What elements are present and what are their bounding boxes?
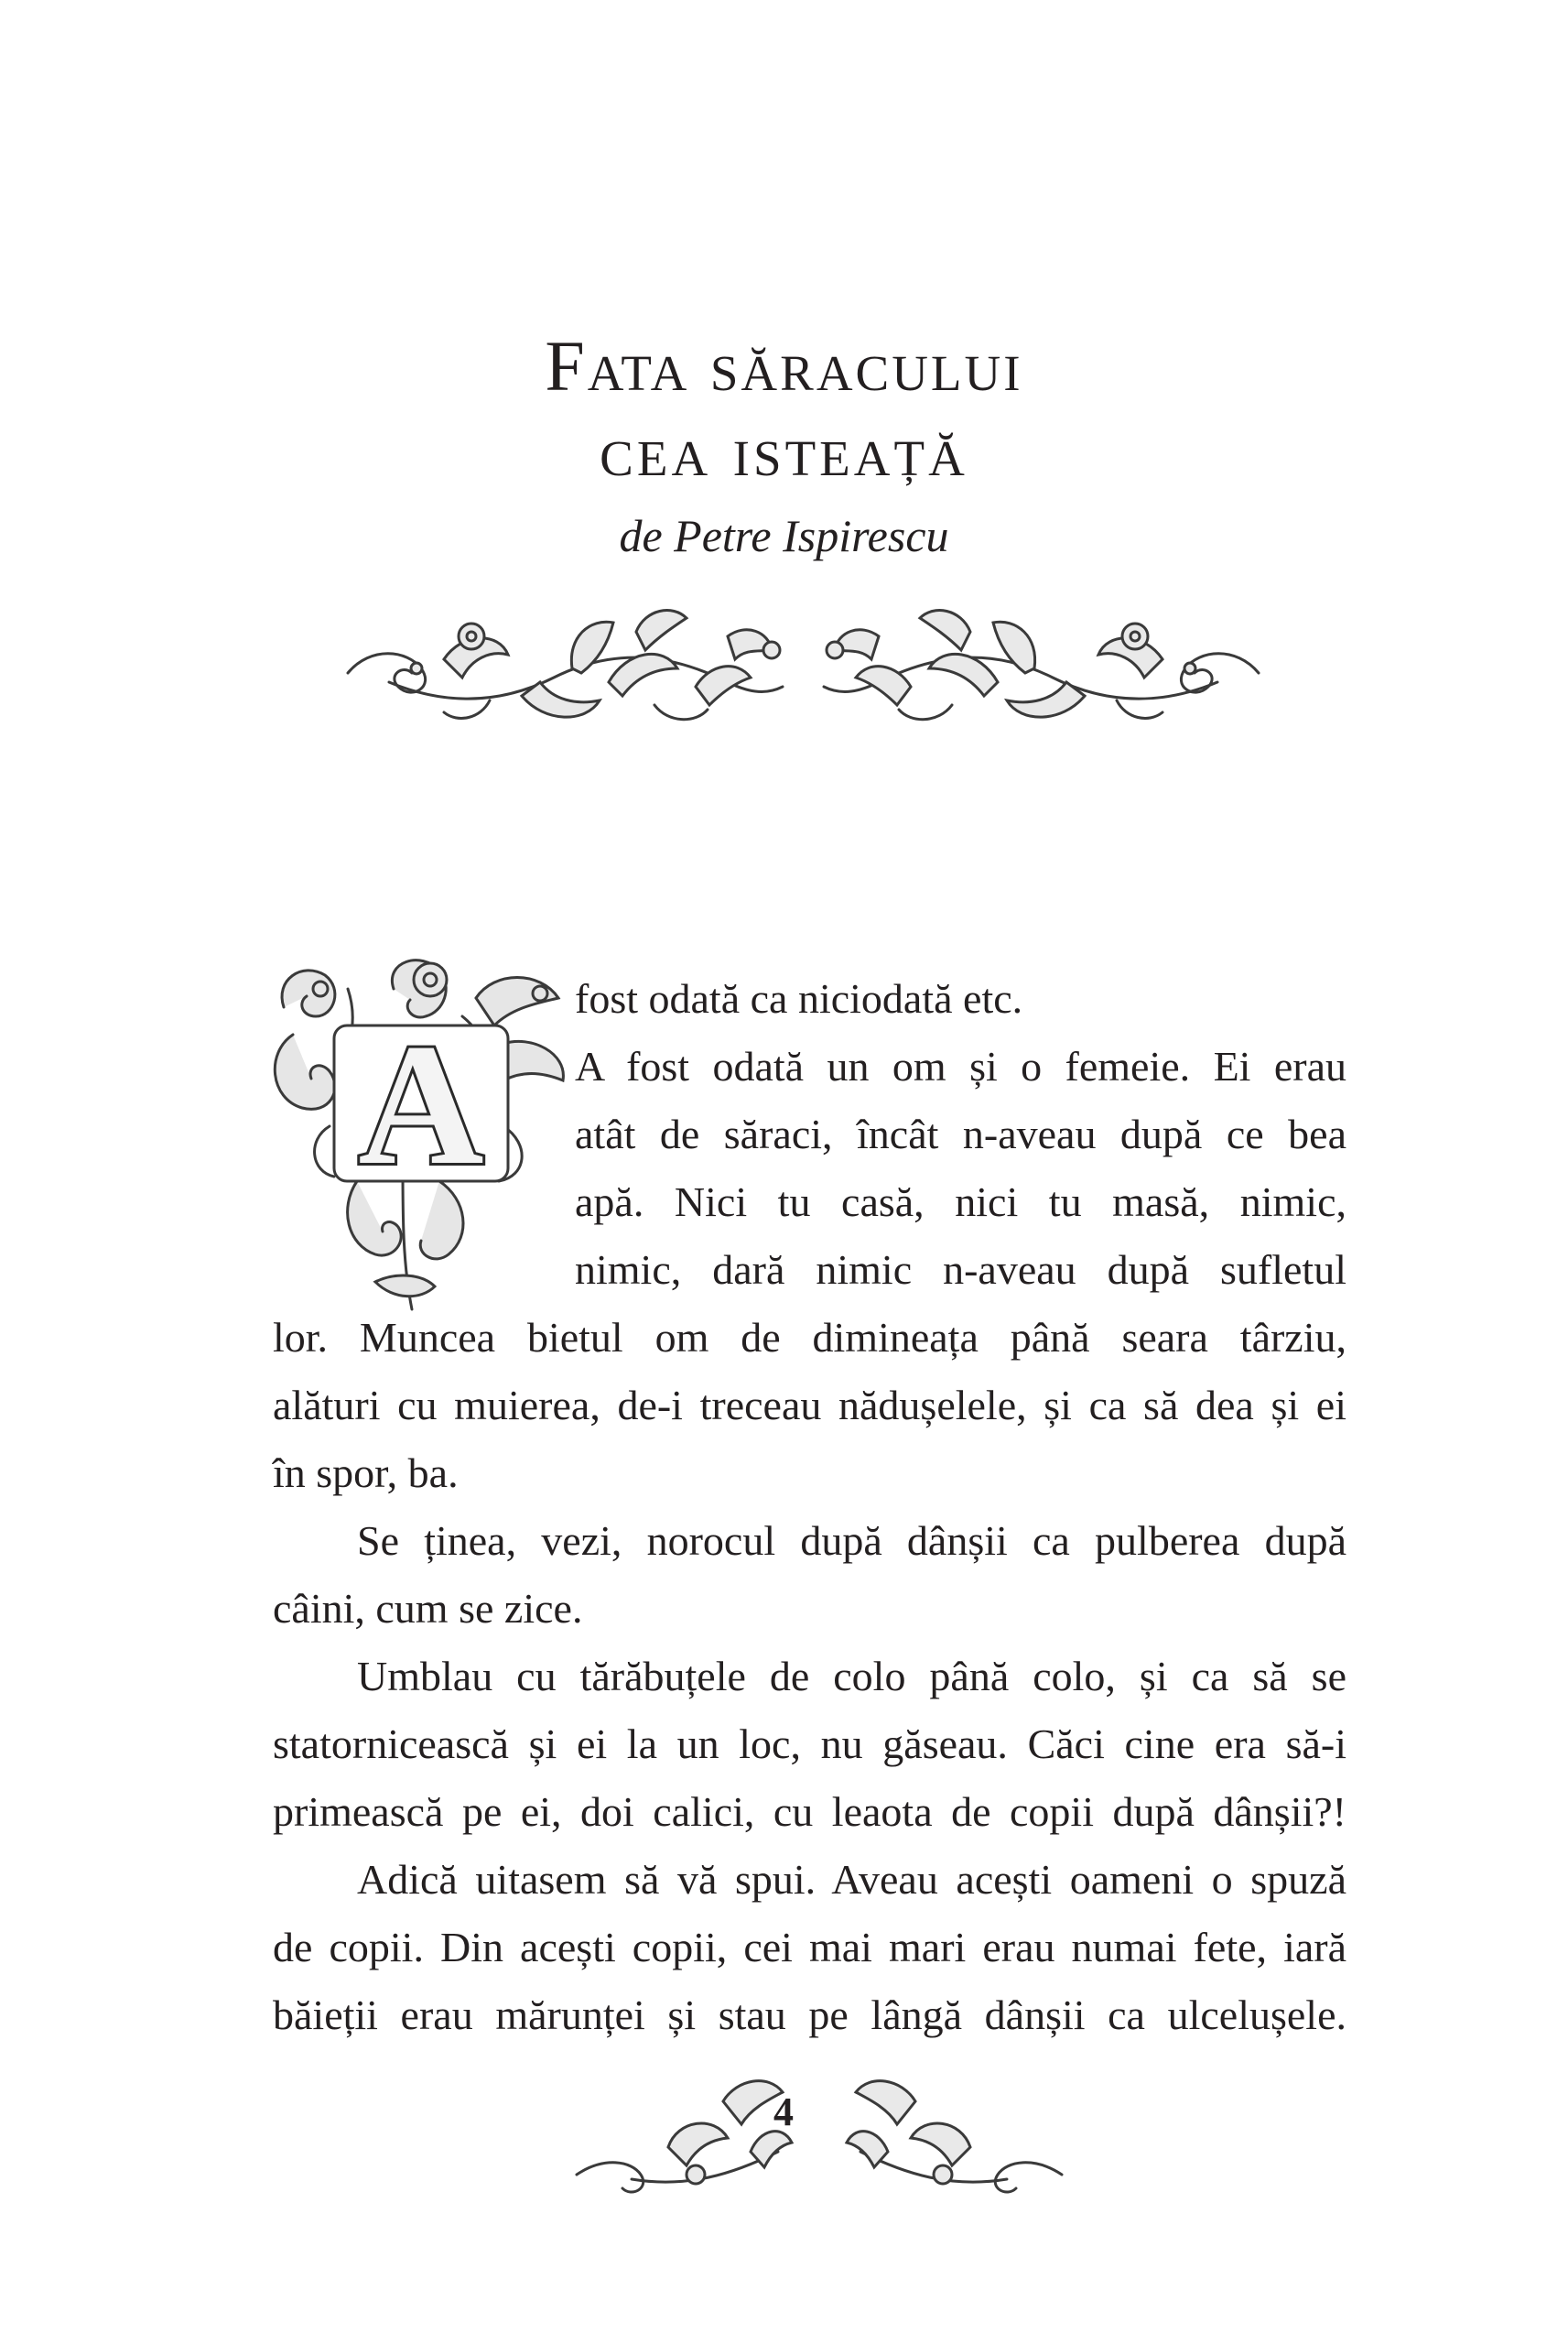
body-line-4: apă. Nici tu casă, nici tu masă, nimic, <box>575 1178 1346 1225</box>
body-line-12: statornicească și ei la un loc, nu găseau. Căci cine era să-i <box>273 1720 1346 1767</box>
decorated-dropcap <box>265 952 577 1318</box>
body-line-16: băieții erau mărunței și stau pe lângă dânșii ca ulcelușele. <box>273 1991 1346 2038</box>
story-author: de Petre Ispirescu <box>619 510 949 561</box>
body-line-14: Adică uitasem să vă spui. Aveau acești oameni o spuză <box>357 1856 1346 1903</box>
body-line-1: fost odată ca niciodată etc. <box>575 975 1023 1022</box>
body-line-10: câini, cum se zice. <box>273 1585 583 1632</box>
story-title-line-1: Fata săracului <box>545 326 1023 406</box>
body-line-7: alături cu muierea, de-i treceau nădușelele, și ca să dea și ei <box>273 1382 1346 1428</box>
body-line-8: în spor, ba. <box>273 1449 459 1496</box>
body-line-6: lor. Muncea bietul om de dimineața până seara târziu, <box>273 1314 1346 1361</box>
floral-ornament-top <box>334 595 1272 732</box>
body-line-9: Se ținea, vezi, norocul după dânșii ca pulberea după <box>357 1517 1346 1564</box>
floral-ornament-bottom <box>568 2065 1071 2202</box>
body-line-5: nimic, dară nimic n-aveau după sufletul <box>575 1246 1346 1293</box>
body-line-11: Umblau cu tărăbuțele de colo până colo, și ca să se <box>357 1653 1346 1699</box>
story-title-line-2: cea isteață <box>600 411 968 491</box>
body-line-2: A fost odată un om și o femeie. Ei erau <box>575 1043 1346 1090</box>
body-line-15: de copii. Din acești copii, cei mai mari erau numai fete, iară <box>273 1924 1346 1970</box>
body-line-3: atât de săraci, încât n-aveau după ce bea <box>575 1111 1346 1157</box>
dropcap-letter: A <box>358 1009 484 1201</box>
page-number: 4 <box>773 2089 794 2134</box>
body-line-13: primească pe ei, doi calici, cu leaota de copii după dânșii?! <box>273 1788 1346 1835</box>
